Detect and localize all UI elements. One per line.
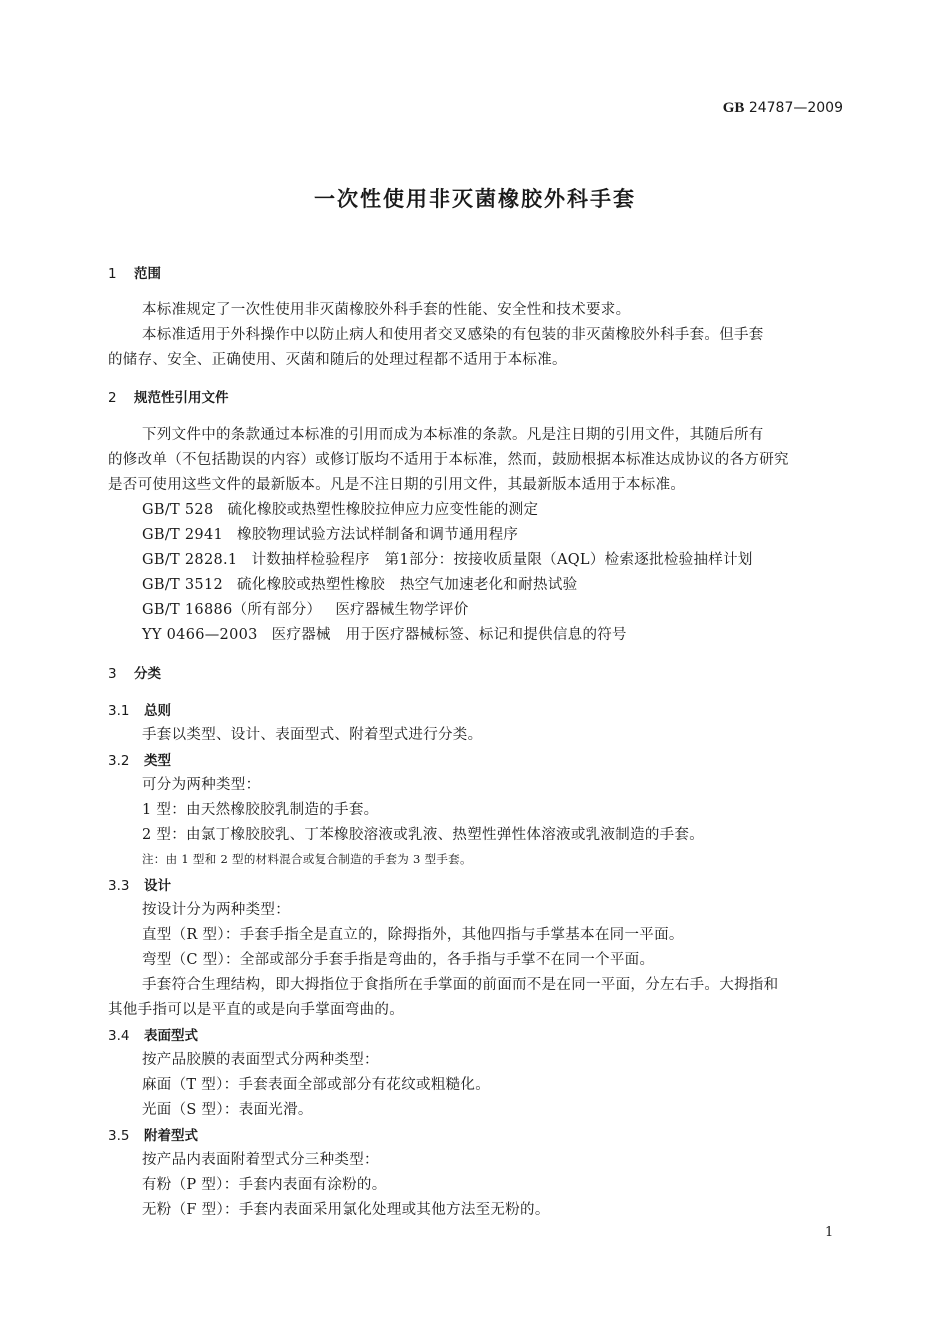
paragraph: 无粉（F 型）：手套内表面采用氯化处理或其他方法至无粉的。	[142, 1202, 550, 1218]
paragraph: 光面（S 型）：表面光滑。	[142, 1102, 313, 1118]
subsection-3-5-heading	[108, 1124, 198, 1144]
paragraph: 的储存、安全、正确使用、灭菌和随后的处理过程都不适用于本标准。	[108, 352, 567, 368]
reference-title: 计数抽样检验程序 第1部分：按接收质量限（AQL）检索逐批检验抽样计划	[251, 552, 753, 568]
reference-item	[142, 548, 753, 569]
subsection-3-2-heading	[108, 749, 171, 769]
section-number: 1	[108, 266, 117, 282]
paragraph: 弯型（C 型）：全部或部分手套手指是弯曲的，各手指与手掌不在同一个平面。	[142, 952, 655, 968]
reference-title: 硫化橡胶或热塑性橡胶 热空气加速老化和耐热试验	[237, 577, 578, 593]
paragraph: 按设计分为两种类型：	[142, 902, 290, 918]
reference-item	[142, 498, 538, 519]
paragraph: 其他手指可以是平直的或是向手掌面弯曲的。	[108, 1002, 404, 1018]
paragraph: 1 型：由天然橡胶胶乳制造的手套。	[142, 802, 379, 818]
reference-code: GB/T 16886（所有部分）	[142, 602, 322, 618]
subsection-number: 3.3	[108, 878, 130, 894]
subsection-title: 总则	[144, 703, 171, 719]
paragraph: 有粉（P 型）：手套内表面有涂粉的。	[142, 1177, 387, 1193]
subsection-3-1-heading	[108, 699, 171, 719]
subsection-3-3-heading	[108, 874, 171, 894]
reference-item	[142, 598, 469, 619]
paragraph: 的修改单（不包括勘误的内容）或修订版均不适用于本标准，然而，鼓励根据本标准达成协议的各方研究	[108, 452, 789, 468]
paragraph: 本标准适用于外科操作中以防止病人和使用者交叉感染的有包装的非灭菌橡胶外科手套。但手套	[142, 327, 764, 343]
reference-code: GB/T 2941	[142, 527, 224, 543]
section-number: 3	[108, 666, 117, 682]
reference-title: 橡胶物理试验方法试样制备和调节通用程序	[237, 527, 519, 543]
subsection-title: 表面型式	[144, 1028, 198, 1044]
reference-code: GB/T 528	[142, 502, 214, 518]
reference-item	[142, 623, 627, 644]
paragraph: 按产品内表面附着型式分三种类型：	[142, 1152, 379, 1168]
paragraph: 直型（R 型）：手套手指全是直立的，除拇指外，其他四指与手掌基本在同一平面。	[142, 927, 684, 943]
paragraph: 2 型：由氯丁橡胶胶乳、丁苯橡胶溶液或乳液、热塑性弹性体溶液或乳液制造的手套。	[142, 827, 705, 843]
reference-item	[142, 573, 577, 594]
section-1-heading	[108, 262, 161, 282]
standard-code	[723, 100, 843, 117]
standard-number: 24787—2009	[748, 100, 843, 116]
page-number: 1	[825, 1225, 834, 1240]
subsection-number: 3.1	[108, 703, 130, 719]
subsection-title: 设计	[144, 878, 171, 894]
reference-title: 医疗器械生物学评价	[335, 602, 469, 618]
paragraph: 手套符合生理结构，即大拇指位于食指所在手掌面的前面而不是在同一平面，分左右手。大拇指和	[142, 977, 779, 993]
paragraph: 可分为两种类型：	[142, 777, 261, 793]
subsection-title: 类型	[144, 753, 171, 769]
subsection-number: 3.2	[108, 753, 130, 769]
section-title: 规范性引用文件	[134, 390, 229, 406]
reference-item	[142, 523, 518, 544]
reference-code: GB/T 3512	[142, 577, 224, 593]
paragraph: 是否可使用这些文件的最新版本。凡是不注日期的引用文件，其最新版本适用于本标准。	[108, 477, 686, 493]
document-title: 一次性使用非灭菌橡胶外科手套	[314, 187, 636, 211]
reference-title: 硫化橡胶或热塑性橡胶拉伸应力应变性能的测定	[227, 502, 539, 518]
paragraph: 本标准规定了一次性使用非灭菌橡胶外科手套的性能、安全性和技术要求。	[142, 302, 631, 318]
section-title: 分类	[134, 666, 161, 682]
standard-prefix: GB	[722, 100, 745, 116]
note: 注：由 1 型和 2 型的材料混合或复合制造的手套为 3 型手套。	[142, 852, 472, 866]
paragraph: 下列文件中的条款通过本标准的引用而成为本标准的条款。凡是注日期的引用文件，其随后所有	[142, 427, 764, 443]
section-title: 范围	[134, 266, 161, 282]
reference-title: 医疗器械 用于医疗器械标签、标记和提供信息的符号	[271, 627, 627, 643]
subsection-number: 3.5	[108, 1128, 130, 1144]
paragraph: 手套以类型、设计、表面型式、附着型式进行分类。	[142, 727, 483, 743]
section-3-heading	[108, 662, 161, 682]
subsection-number: 3.4	[108, 1028, 130, 1044]
paragraph: 麻面（T 型）：手套表面全部或部分有花纹或粗糙化。	[142, 1077, 491, 1093]
section-number: 2	[108, 390, 117, 406]
subsection-3-4-heading	[108, 1024, 198, 1044]
subsection-title: 附着型式	[144, 1128, 198, 1144]
paragraph: 按产品胶膜的表面型式分两种类型：	[142, 1052, 379, 1068]
section-2-heading	[108, 386, 229, 406]
reference-code: GB/T 2828.1	[142, 552, 238, 568]
reference-code: YY 0466—2003	[142, 627, 258, 643]
